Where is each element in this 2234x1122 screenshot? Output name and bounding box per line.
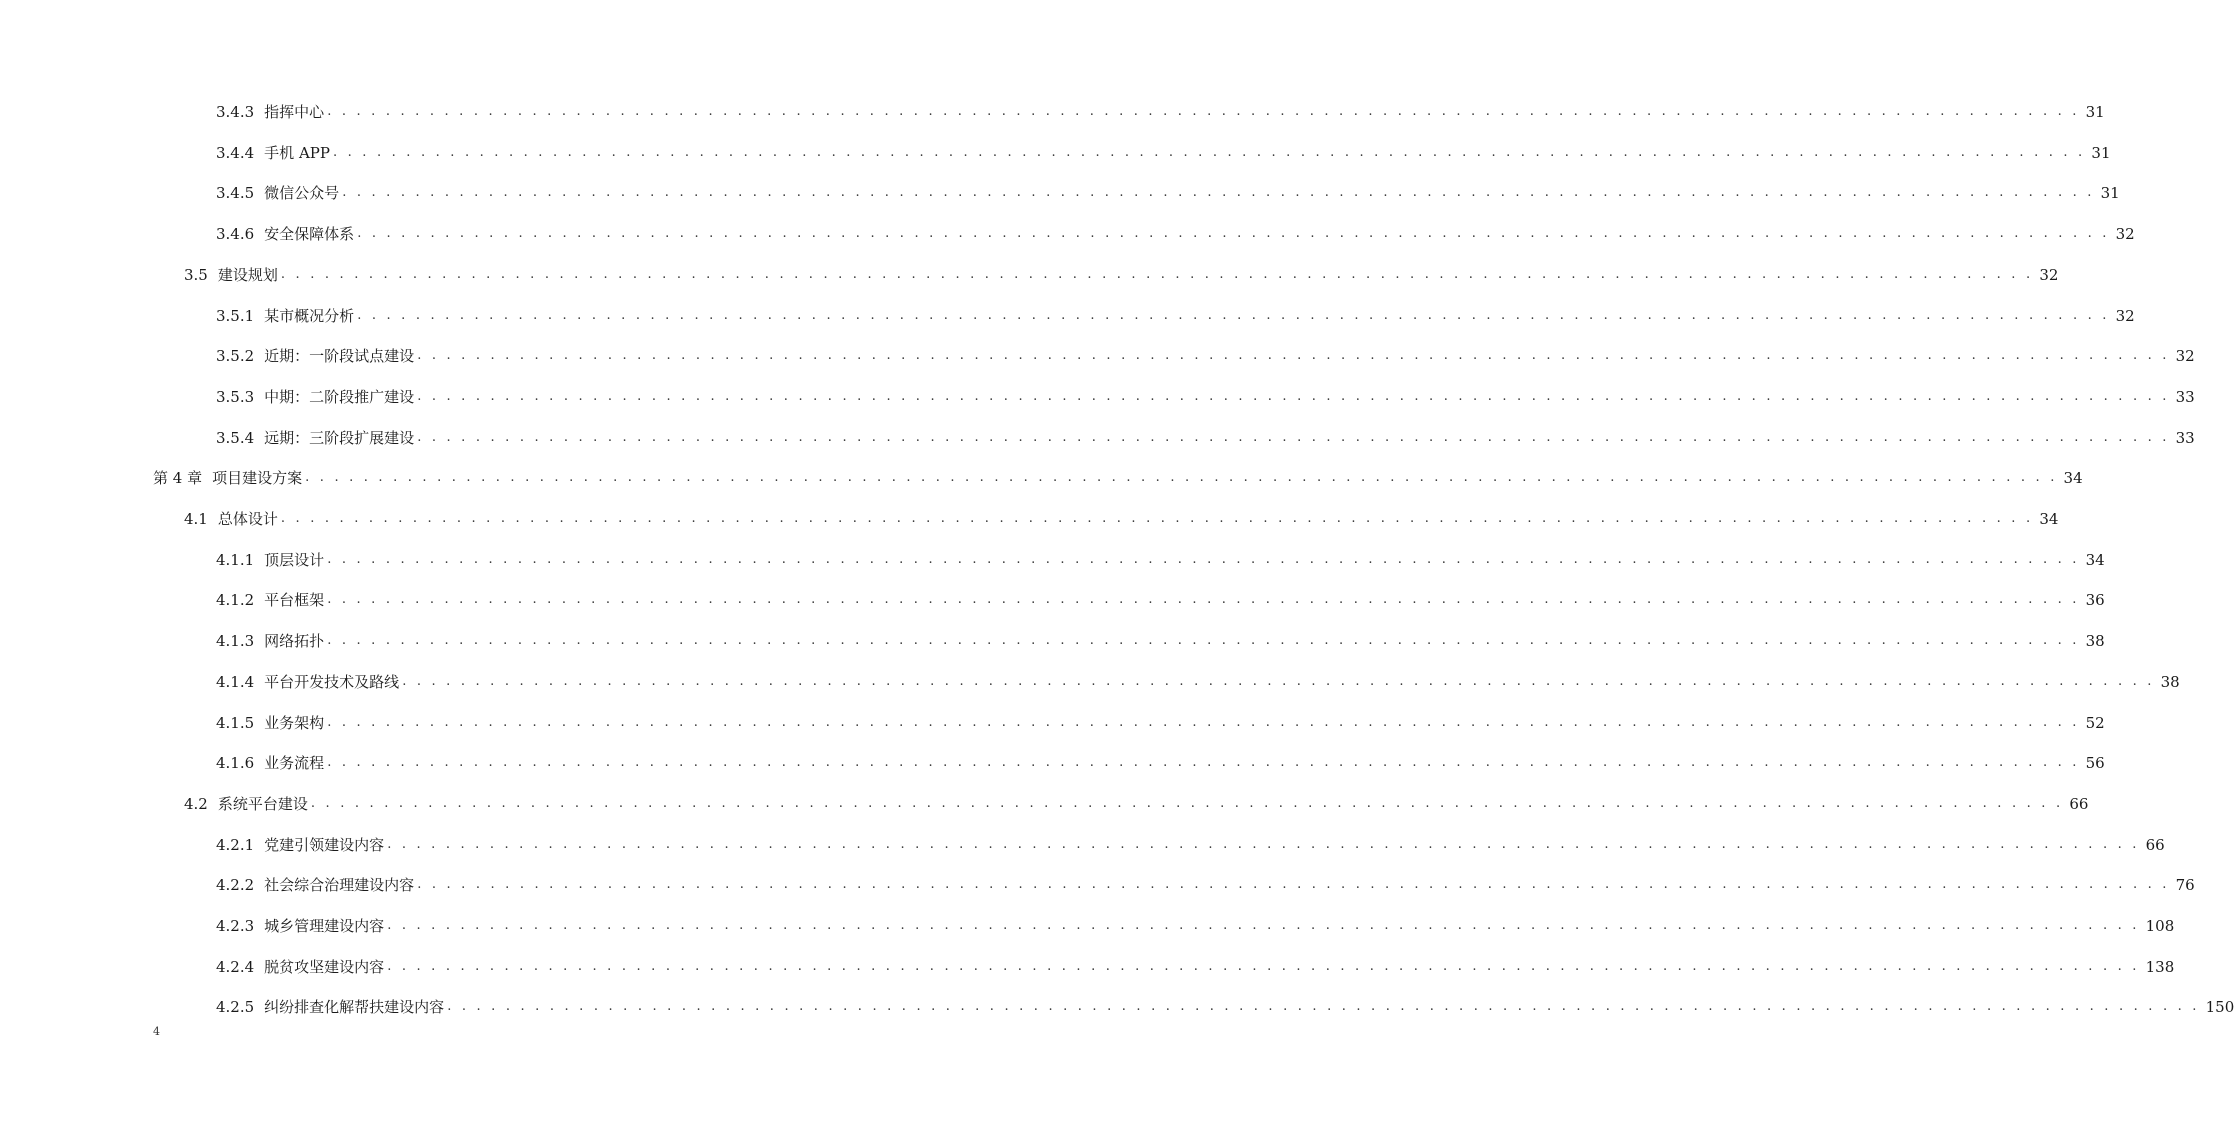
toc-dot-leader: . . . . . . . . . . . . . . . . . . . . . . . . . . . . . . . . . . . . . . . . . . . . . . . . . . . . . . . . . . . . . . . . . . . . . . . . . . . . . . . . . . . . . . . . . . . . . . . . . . . . . . . . . . . . . . . . . . . . . . . . <box>280 266 2034 282</box>
toc-entry-title <box>153 466 305 490</box>
toc-dot-leader: . . . . . . . . . . . . . . . . . . . . . . . . . . . . . . . . . . . . . . . . . . . . . . . . . . . . . . . . . . . . . . . . . . . . . . . . . . . . . . . . . . . . . . . . . . . . . . . . . . . . . . . . . . . . . . . . . . . . . . . . <box>417 348 2170 364</box>
toc-entry-text: 总体设计 <box>217 510 278 528</box>
toc-entry-number: 4.1.4 <box>216 672 255 691</box>
toc-entry-text: 微信公众号 <box>264 184 340 203</box>
toc-dot-leader: . . . . . . . . . . . . . . . . . . . . . . . . . . . . . . . . . . . . . . . . . . . . . . . . . . . . . . . . . . . . . . . . . . . . . . . . . . . . . . . . . . . . . . . . . . . . . . . . . . . . . . . . . . . . . . . . . . . . . . . . <box>342 185 2095 201</box>
toc-entry-number: 3.5.2 <box>216 347 255 366</box>
toc-entry-number: 3.4.6 <box>216 225 255 244</box>
toc-dot-leader: . . . . . . . . . . . . . . . . . . . . . . . . . . . . . . . . . . . . . . . . . . . . . . . . . . . . . . . . . . . . . . . . . . . . . . . . . . . . . . . . . . . . . . . . . . . . . . . . . . . . . . . . . . . . . . . . . . . . . . . . <box>327 755 2080 771</box>
toc-entry-page: 32 <box>2175 347 2195 366</box>
toc-dot-leader: . . . . . . . . . . . . . . . . . . . . . . . . . . . . . . . . . . . . . . . . . . . . . . . . . . . . . . . . . . . . . . . . . . . . . . . . . . . . . . . . . . . . . . . . . . . . . . . . . . . . . . . . . . . . . . . . . . . . . . . . <box>327 104 2080 119</box>
toc-entry-title <box>216 955 387 979</box>
toc-entry-title <box>216 548 327 572</box>
toc-entry-number: 4.2 <box>184 794 208 813</box>
toc-entry-text: 建设规划 <box>217 265 278 284</box>
toc-entry-number: 4.2.5 <box>216 998 255 1017</box>
toc-entry[interactable] <box>216 873 2195 897</box>
toc-entry-page: 34 <box>2085 550 2105 569</box>
toc-entry-text: 中期：二阶段推广建设 <box>264 387 415 406</box>
toc-entry[interactable] <box>216 711 2105 735</box>
toc-dot-leader: . . . . . . . . . . . . . . . . . . . . . . . . . . . . . . . . . . . . . . . . . . . . . . . . . . . . . . . . . . . . . . . . . . . . . . . . . . . . . . . . . . . . . . . . . . . . . . . . . . . . . . . . . . . . . . . . . . . . . . . . <box>332 144 2086 160</box>
toc-entry-title <box>216 222 357 246</box>
toc-entry-page: 52 <box>2085 713 2105 732</box>
toc-entry-title <box>216 304 357 328</box>
toc-dot-leader: . . . . . . . . . . . . . . . . . . . . . . . . . . . . . . . . . . . . . . . . . . . . . . . . . . . . . . . . . . . . . . . . . . . . . . . . . . . . . . . . . . . . . . . . . . . . . . . . . . . . . . . . . . . . . . . . . . . . . . . . <box>327 592 2080 608</box>
toc-dot-leader: . . . . . . . . . . . . . . . . . . . . . . . . . . . . . . . . . . . . . . . . . . . . . . . . . . . . . . . . . . . . . . . . . . . . . . . . . . . . . . . . . . . . . . . . . . . . . . . . . . . . . . . . . . . . . . . . . . . . . . . . <box>387 836 2140 852</box>
toc-entry[interactable] <box>216 670 2180 694</box>
toc-entry[interactable] <box>216 304 2135 328</box>
toc-entry-title <box>216 385 417 409</box>
toc-entry-number: 4.1.6 <box>216 754 255 773</box>
toc-dot-leader: . . . . . . . . . . . . . . . . . . . . . . . . . . . . . . . . . . . . . . . . . . . . . . . . . . . . . . . . . . . . . . . . . . . . . . . . . . . . . . . . . . . . . . . . . . . . . . . . . . . . . . . . . . . . . . . . . . . . . . . . <box>447 999 2200 1015</box>
toc-entry-title <box>216 833 387 857</box>
toc-dot-leader: . . . . . . . . . . . . . . . . . . . . . . . . . . . . . . . . . . . . . . . . . . . . . . . . . . . . . . . . . . . . . . . . . . . . . . . . . . . . . . . . . . . . . . . . . . . . . . . . . . . . . . . . . . . . . . . . . . . . . . . . <box>417 877 2170 893</box>
toc-entry-number: 3.5 <box>184 265 208 284</box>
toc-entry-number: 4.1.1 <box>216 550 255 569</box>
toc-entry[interactable] <box>216 955 2175 979</box>
toc-entry-page: 38 <box>2160 672 2180 691</box>
toc-dot-leader: . . . . . . . . . . . . . . . . . . . . . . . . . . . . . . . . . . . . . . . . . . . . . . . . . . . . . . . . . . . . . . . . . . . . . . . . . . . . . . . . . . . . . . . . . . . . . . . . . . . . . . . . . . . . . . . . . . . . . . . . <box>387 958 2140 974</box>
toc-entry[interactable] <box>216 222 2135 246</box>
toc-entry-text: 纠纷排查化解帮扶建设内容 <box>264 998 445 1017</box>
toc-entry[interactable] <box>216 995 2234 1019</box>
toc-entry-text: 远期：三阶段扩展建设 <box>264 428 415 447</box>
toc-entry-page: 150 <box>2205 998 2234 1017</box>
toc-entry[interactable] <box>216 751 2105 775</box>
toc-entry-page: 36 <box>2085 591 2105 610</box>
toc-dot-leader: . . . . . . . . . . . . . . . . . . . . . . . . . . . . . . . . . . . . . . . . . . . . . . . . . . . . . . . . . . . . . . . . . . . . . . . . . . . . . . . . . . . . . . . . . . . . . . . . . . . . . . . . . . . . . . . . . . . . . . . . <box>327 714 2080 730</box>
toc-entry-text: 社会综合治理建设内容 <box>264 876 415 895</box>
toc-dot-leader: . . . . . . . . . . . . . . . . . . . . . . . . . . . . . . . . . . . . . . . . . . . . . . . . . . . . . . . . . . . . . . . . . . . . . . . . . . . . . . . . . . . . . . . . . . . . . . . . . . . . . . . . . . . . . . . . . . . . . . . . <box>327 551 2080 567</box>
toc-entry-page: 66 <box>2069 794 2089 813</box>
toc-entry-title <box>216 711 327 735</box>
toc-entry-number: 4.1.2 <box>216 591 255 610</box>
toc-entry-number: 3.5.4 <box>216 428 255 447</box>
toc-entry-text: 业务流程 <box>264 754 325 773</box>
toc-entry-title <box>216 873 417 897</box>
toc-entry-text: 城乡管理建设内容 <box>264 917 385 935</box>
toc-entry-number: 第 4 章 <box>153 469 203 488</box>
toc-entry-title <box>216 181 342 205</box>
toc-entry-number: 4.1 <box>184 510 208 528</box>
toc-dot-leader: . . . . . . . . . . . . . . . . . . . . . . . . . . . . . . . . . . . . . . . . . . . . . . . . . . . . . . . . . . . . . . . . . . . . . . . . . . . . . . . . . . . . . . . . . . . . . . . . . . . . . . . . . . . . . . . . . . . . . . . . <box>305 470 2058 486</box>
toc-entry-text: 安全保障体系 <box>264 225 355 244</box>
toc-entry-page: 66 <box>2145 835 2165 854</box>
toc-entry[interactable] <box>184 507 2059 531</box>
toc-entry-number: 3.4.4 <box>216 143 255 162</box>
toc-entry-title <box>216 995 447 1019</box>
toc-entry-title <box>216 588 327 612</box>
toc-entry-text: 系统平台建设 <box>217 794 308 813</box>
toc-entry-number: 3.4.5 <box>216 184 255 203</box>
toc-entry-text: 指挥中心 <box>264 103 325 121</box>
toc-entry-title <box>216 426 417 450</box>
toc-dot-leader: . . . . . . . . . . . . . . . . . . . . . . . . . . . . . . . . . . . . . . . . . . . . . . . . . . . . . . . . . . . . . . . . . . . . . . . . . . . . . . . . . . . . . . . . . . . . . . . . . . . . . . . . . . . . . . . . . . . . . . . . <box>357 307 2110 323</box>
toc-entry-title <box>184 263 281 287</box>
toc-entry-title <box>216 751 327 775</box>
toc-entry-text: 顶层设计 <box>264 550 325 569</box>
toc-entry-text: 平台开发技术及路线 <box>264 672 400 691</box>
toc-entry-number: 4.2.3 <box>216 917 255 935</box>
toc-entry-text: 手机 APP <box>264 143 330 162</box>
toc-entry-text: 平台框架 <box>264 591 325 610</box>
toc-entry-text: 近期：一阶段试点建设 <box>264 347 415 366</box>
toc-entry-text: 某市概况分析 <box>264 306 355 325</box>
toc-entry-text: 项目建设方案 <box>212 469 303 488</box>
toc-entry[interactable] <box>216 181 2120 205</box>
toc-entry[interactable] <box>184 263 2059 287</box>
toc-entry[interactable] <box>216 833 2165 857</box>
toc-entry[interactable] <box>216 426 2195 450</box>
toc-entry-text: 业务架构 <box>264 713 325 732</box>
toc-entry-number: 3.5.1 <box>216 306 255 325</box>
toc-entry-page: 138 <box>2145 957 2175 976</box>
toc-entry[interactable] <box>216 100 2105 124</box>
toc-entry-title <box>184 507 281 531</box>
toc-entry-text: 网络拓扑 <box>264 632 325 651</box>
toc-entry-page: 108 <box>2145 917 2175 935</box>
toc-entry-page: 34 <box>2039 510 2059 528</box>
page-number: 4 <box>153 1025 160 1038</box>
toc-entry[interactable] <box>216 141 2111 165</box>
toc-entry-title <box>216 629 327 653</box>
toc-entry-number: 4.2.4 <box>216 957 255 976</box>
toc-entry-page: 56 <box>2085 754 2105 773</box>
toc-dot-leader: . . . . . . . . . . . . . . . . . . . . . . . . . . . . . . . . . . . . . . . . . . . . . . . . . . . . . . . . . . . . . . . . . . . . . . . . . . . . . . . . . . . . . . . . . . . . . . . . . . . . . . . . . . . . . . . . . . . . . . . . <box>417 429 2170 445</box>
toc-entry-title <box>216 670 402 694</box>
toc-dot-leader: . . . . . . . . . . . . . . . . . . . . . . . . . . . . . . . . . . . . . . . . . . . . . . . . . . . . . . . . . . . . . . . . . . . . . . . . . . . . . . . . . . . . . . . . . . . . . . . . . . . . . . . . . . . . . . . . . . . . . . . . <box>357 226 2110 242</box>
toc-dot-leader: . . . . . . . . . . . . . . . . . . . . . . . . . . . . . . . . . . . . . . . . . . . . . . . . . . . . . . . . . . . . . . . . . . . . . . . . . . . . . . . . . . . . . . . . . . . . . . . . . . . . . . . . . . . . . . . . . . . . . . . . <box>310 795 2064 811</box>
toc-entry-page: 32 <box>2115 306 2135 325</box>
toc-entry-page: 76 <box>2175 876 2195 895</box>
toc-entry-number: 3.5.3 <box>216 387 255 406</box>
toc-entry[interactable] <box>216 914 2175 938</box>
toc-entry-number: 3.4.3 <box>216 103 255 121</box>
toc-entry-title <box>216 100 327 124</box>
toc-entry-number: 4.2.2 <box>216 876 255 895</box>
toc-entry-page: 33 <box>2175 387 2195 406</box>
toc-entry-page: 38 <box>2085 632 2105 651</box>
toc-entry-number: 4.1.3 <box>216 632 255 651</box>
toc-entry-title <box>184 792 311 816</box>
toc-entry-page: 31 <box>2085 103 2105 121</box>
toc-dot-leader: . . . . . . . . . . . . . . . . . . . . . . . . . . . . . . . . . . . . . . . . . . . . . . . . . . . . . . . . . . . . . . . . . . . . . . . . . . . . . . . . . . . . . . . . . . . . . . . . . . . . . . . . . . . . . . . . . . . . . . . . <box>417 388 2170 404</box>
toc-entry[interactable] <box>216 385 2195 409</box>
toc-entry[interactable] <box>216 548 2105 572</box>
toc-entry-page: 33 <box>2175 428 2195 447</box>
toc-dot-leader: . . . . . . . . . . . . . . . . . . . . . . . . . . . . . . . . . . . . . . . . . . . . . . . . . . . . . . . . . . . . . . . . . . . . . . . . . . . . . . . . . . . . . . . . . . . . . . . . . . . . . . . . . . . . . . . . . . . . . . . . <box>327 633 2080 649</box>
toc-entry-title <box>216 344 417 368</box>
toc-entry-title <box>216 141 333 165</box>
toc-entry[interactable] <box>216 629 2105 653</box>
toc-entry-number: 4.2.1 <box>216 835 255 854</box>
toc-entry-title <box>216 914 387 938</box>
toc-entry-page: 31 <box>2091 143 2111 162</box>
toc-entry[interactable] <box>216 588 2105 612</box>
toc-entry-text: 脱贫攻坚建设内容 <box>264 957 385 976</box>
toc-dot-leader: . . . . . . . . . . . . . . . . . . . . . . . . . . . . . . . . . . . . . . . . . . . . . . . . . . . . . . . . . . . . . . . . . . . . . . . . . . . . . . . . . . . . . . . . . . . . . . . . . . . . . . . . . . . . . . . . . . . . . . . . <box>387 918 2140 933</box>
toc-entry-page: 34 <box>2063 469 2083 488</box>
toc-entry[interactable] <box>153 466 2083 490</box>
toc-entry[interactable] <box>216 344 2195 368</box>
toc-entry-page: 32 <box>2039 265 2059 284</box>
toc-dot-leader: . . . . . . . . . . . . . . . . . . . . . . . . . . . . . . . . . . . . . . . . . . . . . . . . . . . . . . . . . . . . . . . . . . . . . . . . . . . . . . . . . . . . . . . . . . . . . . . . . . . . . . . . . . . . . . . . . . . . . . . . <box>280 511 2034 526</box>
toc-dot-leader: . . . . . . . . . . . . . . . . . . . . . . . . . . . . . . . . . . . . . . . . . . . . . . . . . . . . . . . . . . . . . . . . . . . . . . . . . . . . . . . . . . . . . . . . . . . . . . . . . . . . . . . . . . . . . . . . . . . . . . . . <box>402 673 2155 689</box>
toc-entry-number: 4.1.5 <box>216 713 255 732</box>
toc-entry-text: 党建引领建设内容 <box>264 835 385 854</box>
toc-entry-page: 31 <box>2100 184 2120 203</box>
toc-entry[interactable] <box>184 792 2089 816</box>
toc-entry-page: 32 <box>2115 225 2135 244</box>
